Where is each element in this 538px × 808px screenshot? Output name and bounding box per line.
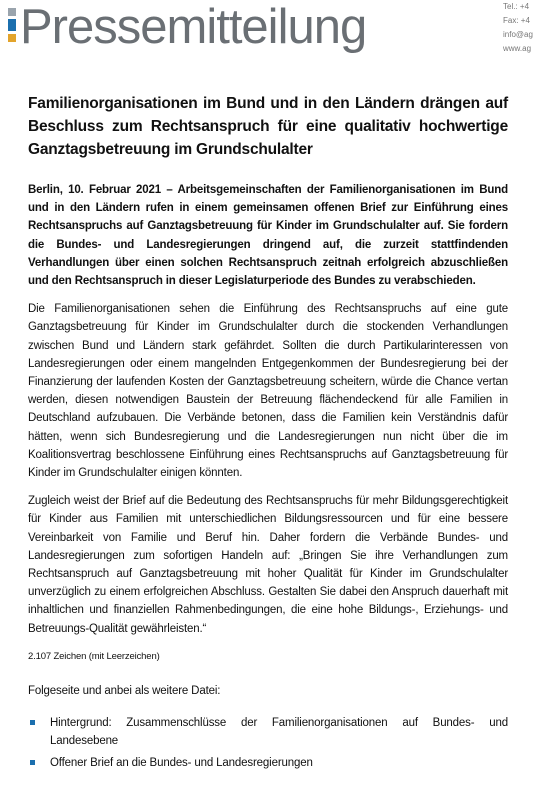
document-body <box>28 92 508 776</box>
contact-phone: Tel.: +4 <box>503 2 530 11</box>
dateline: Berlin, 10. Februar 2021 – <box>28 184 173 196</box>
logo-bar-gray <box>8 8 16 16</box>
contact-fax: Fax: +4 <box>503 16 530 25</box>
attachment-item <box>28 754 508 772</box>
character-count: 2.107 Zeichen (mit Leerzeichen) <box>28 650 160 662</box>
press-release-title: Familienorganisationen im Bund und in den Ländern drängen auf Beschluss zum Rechtsanspruch für eine qualitativ hochwertige Ganztagsbetreuung im Grundschulalter <box>28 95 508 158</box>
attachment-list <box>28 714 508 772</box>
logo-title: Pressemitteilung <box>20 0 367 54</box>
contact-website[interactable]: www.ag <box>503 44 532 53</box>
bullet-square-icon <box>30 720 35 725</box>
page-header <box>0 0 538 62</box>
bullet-square-icon <box>30 760 35 765</box>
body-paragraph-1: Die Familienorganisationen sehen die Einführung des Rechtsanspruchs auf eine gute Ganztagsbetreuung für Kinder im Grundschulalter durch die stockenden Verhandlungen zwischen Bund und Ländern stark gefährdet. Sollten die durch Partikularinteressen von Landesregierungen oder einem mangelnden Entgegenkommen der Bundesregierung bei der Finanzierung der laufenden Kosten der Ganztagsbetreuung scheitern, würde die Chance vertan werden, diesen notwendigen Baustein der Betreuung flächendeckend für alle Familien in Deutschland aufzubauen. Die Verbände betonen, dass die Familien kein Verständnis dafür hätten, wenn sich Bundesregierung und die Landesregierungen nun nicht über die im Koalitionsvertrag beschlossene Einführung eines Rechtsanspruchs auf Ganztagsbetreuung für Kinder im Grundschulalter einigen könnten. <box>28 303 508 480</box>
contact-info <box>503 0 533 56</box>
logo-bar-orange <box>8 34 16 42</box>
attachment-item <box>28 714 508 750</box>
contact-email[interactable]: info@ag <box>503 30 533 39</box>
lead-text: Arbeitsgemeinschaften der Familienorganisationen im Bund und in den Ländern rufen in einem gemeinsamen offenen Brief zur Einführung eines Rechtsanspruchs auf Ganztagsbetreuung für Kinder im Grundschulalter auf. Sie fordern die Bundes- und Landesregierungen dringend auf, die zurzeit stattfindenden Verhandlungen über einen solchen Rechtsanspruch zeitnah erfolgreich abzuschließen und den Rechtsanspruch in dieser Legislaturperiode des Bundes zu verabschieden. <box>28 184 508 288</box>
attachment-text: Offener Brief an die Bundes- und Landesregierungen <box>50 757 313 770</box>
body-paragraph-2: Zugleich weist der Brief auf die Bedeutung des Rechtsanspruchs für mehr Bildungsgerechtigkeit für Kinder aus Familien mit unterschiedlichen Bildungsressourcen und für eine bessere Vereinbarkeit von Familie und Beruf hin. Daher fordern die Verbände Bundes- und Landesregierungen zum sofortigen Handeln auf: „Bringen Sie ihre Verhandlungen zum Rechtsanspruch auf Ganztagsbetreuung mit hoher Qualität für Kinder im Grundschulalter unverzüglich zu einem erfolgreichen Abschluss. Gestalten Sie dabei den Anspruch dauerhaft mit inhaltlichen und finanziellen Rahmenbedingungen, die eine hohe Bildungs-, Erziehungs- und Betreuungs-Qualität gewährleisten.“ <box>28 495 508 635</box>
logo-mark <box>8 8 18 45</box>
lead-paragraph <box>28 181 508 290</box>
attachments-label: Folgeseite und anbei als weitere Datei: <box>28 685 221 698</box>
logo-bar-blue <box>8 19 16 31</box>
attachment-text: Hintergrund: Zusammenschlüsse der Familienorganisationen auf Bundes- und Landesebene <box>50 717 508 748</box>
